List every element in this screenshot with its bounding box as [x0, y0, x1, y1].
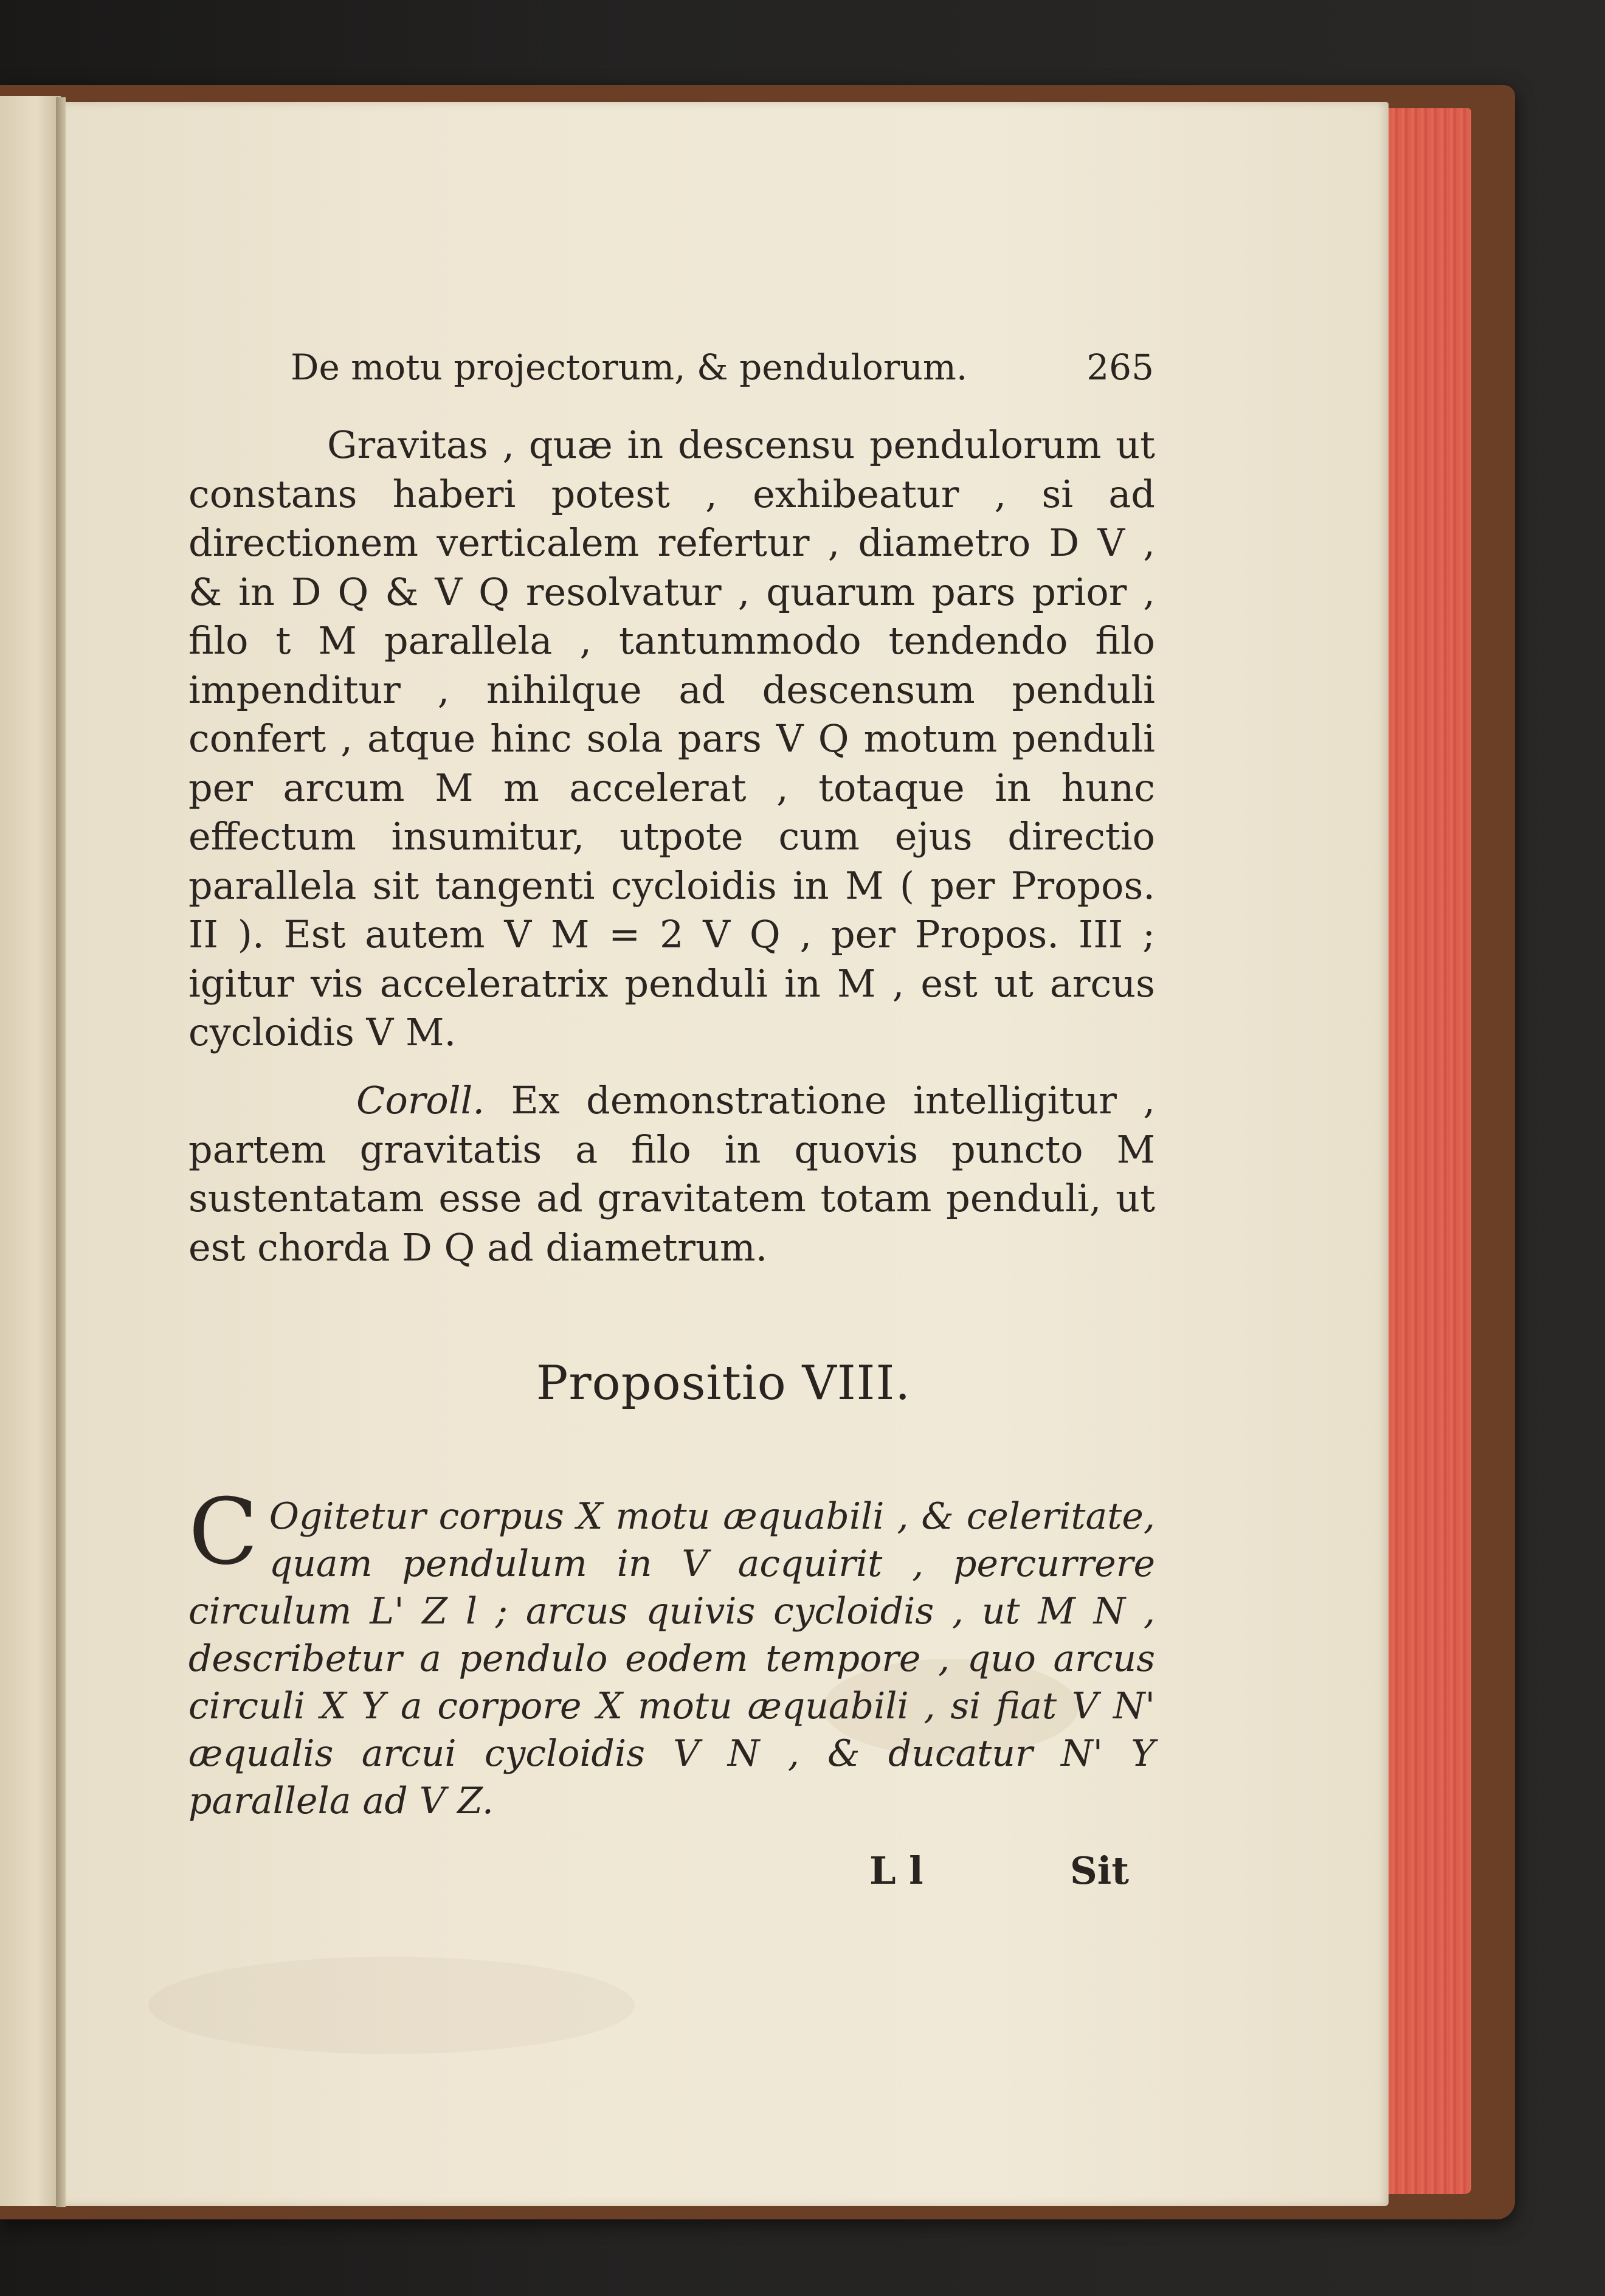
corollary-text [188, 1076, 1155, 1272]
signature-mark: L l [869, 1848, 923, 1893]
paragraph-gravitas [188, 421, 1155, 1057]
page-number: 265 [1086, 347, 1154, 388]
corollary-body: Ex demonstratione intelligitur , partem gravitatis a filo in quovis puncto M sustentatam esse ad gravitatem totam penduli, ut est chorda D Q ad diametrum. [188, 1078, 1155, 1270]
paragraph-1-text [188, 421, 1155, 1057]
running-head-title: De motu projectorum, & pendulorum. [291, 347, 968, 388]
facing-page-edge [0, 96, 61, 2206]
red-page-edge [1380, 108, 1471, 2194]
corollary-paragraph [188, 1076, 1155, 1272]
proposition-heading: Propositio VIII. [536, 1356, 911, 1411]
paragraph-1-body: Gravitas , quæ in descensu pendulorum ut constans haberi potest , exhibeatur , si ad directionem verticalem refertur , diametro D V , & in D Q & V Q resolvatur , quarum pars prior , filo t M parallela , tantummodo tendendo filo impenditur , nihilque ad descensum penduli confert , atque hinc sola pars V Q motum penduli per arcum M m accelerat , totaque in hunc effectum insumitur, utpote cum ejus directio parallela sit tangenti cycloidis in M ( per Propos. II ). Est autem V M = 2 V Q , per Propos. III ; igitur vis acceleratrix penduli in M , est ut arcus cycloidis V M. [188, 423, 1155, 1054]
proposition-text [188, 1479, 1155, 1825]
catchword: Sit [1070, 1848, 1129, 1893]
drop-cap: C [188, 1479, 258, 1585]
show-through [148, 1957, 635, 2054]
corollary-label: Coroll. [356, 1078, 485, 1122]
proposition-body: Ogitetur corpus X motu æquabili , & celeritate, quam pendulum in V acquirit , percurrere circulum L' Z l ; arcus quivis cycloidis , ut M N , describetur a pendulo eodem tempore , quo arcus circuli X Y a corpore X motu æquabili , si fiat V N' æqualis arcui cycloidis V N , & ducatur N' Y parallela ad V Z. [188, 1495, 1155, 1822]
running-head [291, 347, 1154, 388]
gutter [56, 97, 66, 2207]
